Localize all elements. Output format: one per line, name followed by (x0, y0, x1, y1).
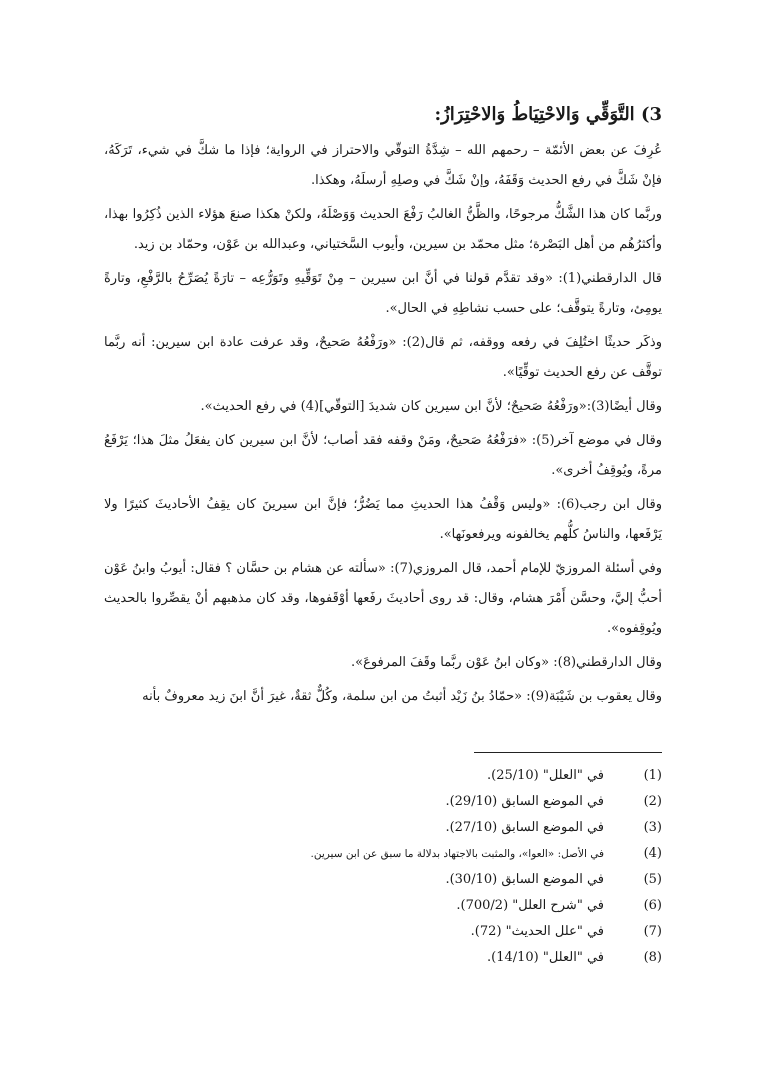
paragraph-5: وقال أيضًا(3):«ورَفْعُهُ صَحيحٌ؛ لأنَّ ابن سيرين كان شديدَ [التوقّي](4) في رفع الحديث». (200, 399, 662, 414)
footnote-text: في الموضع السابق (27/10). (445, 820, 604, 835)
footnote-text: في الموضع السابق (30/10). (445, 872, 604, 887)
paragraph-9: وقال الدارقطني(8): «وكان ابنُ عَوْن ربَّما وقَفَ المرفوعَ». (351, 655, 662, 670)
footnote-text: في "العلل" (14/10). (486, 950, 604, 965)
footnote-text: في الأصل: «العوا»، والمثبت بالاجتهاد بدلالة ما سبق عن ابن سيرين. (310, 848, 604, 860)
footnote-text: في "العلل" (25/10). (486, 768, 604, 783)
footnote-number: (2) (643, 794, 662, 809)
footnote-number: (7) (643, 924, 662, 939)
footnote-number: (8) (643, 950, 662, 965)
paragraph-3: قال الدارقطني(1): «وقد تقدَّم قولنا في أنَّ ابن سيرين – مِنْ تَوَقِّيهِ وتَوَرُّعِه – تارَةً يُصَرِّحُ بالرَّفْعِ، وتارةً يومِئ، وتارةً يتوقَّف؛ على حسب نشاطِهِ في الحال». (104, 271, 663, 316)
footnote-number: (1) (643, 768, 662, 783)
paragraph-7: وقال ابن رجب(6): «وليس وَقْفُ هذا الحديثِ مما يَضُرُّ؛ فإنَّ ابن سيرينَ كان يقِفُ الأحاديثَ كثيرًا ولا يَرْفَعها، والناسُ كلُّهم يخالفونه ويرفعونَها». (104, 497, 662, 542)
footnote-item (104, 945, 662, 971)
footnote-number: (4) (643, 846, 662, 861)
footnotes (104, 752, 662, 971)
paragraph-6: وقال في موضع آخر(5): «فرَفْعُهُ صَحيحٌ، ومَنْ وقفه فقد أصاب؛ لأنَّ ابن سيرين كان يفعَلُ مثلَ هذا؛ يَرْفَعُ مرةً، ويُوقِفُ أخرى». (104, 433, 662, 478)
footnote-number: (3) (643, 820, 662, 835)
footnote-divider (474, 752, 662, 753)
page-body (104, 100, 662, 716)
paragraph-8: وفي أسئلة المروزيّ للإمام أحمد، قال المروزي(7): «سألته عن هشام بن حسَّان ؟ فقال: أيوبُ وابنُ عَوْن أحبُّ إليَّ، وحسَّن أَمْرَ هشام، وقال: قد روى أحاديثَ رفَعها أوْقَفوها، وقد كان مذهبهم أنْ يقصِّروا بالحديث ويُوقِفوه». (104, 561, 662, 636)
paragraph-4: وذكَر حديثًا اختُلِفَ في رفعه ووقفه، ثم قال(2): «ورَفْعُهُ صَحيحٌ، وقد عرفت عادة ابن سيرين: أنه ربَّما توقَّف عن رفع الحديث توقِّيًا». (104, 335, 663, 380)
footnote-item (104, 789, 662, 815)
footnote-number: (5) (643, 872, 662, 887)
paragraph-1: عُرِفَ عن بعض الأئمّة – رحمهم الله – شِدَّةُ التوقّي والاحتراز في الرواية؛ فإذا ما شكَّ في شيء، تَرَكَهُ، فإنْ شَكَّ في رفع الحديث وَقَفَهُ، وإنْ شَكَّ في وصلِهِ أرسلَهُ، وهكذا. (104, 143, 662, 188)
footnote-item (104, 763, 662, 789)
footnote-text: في "شرح العلل" (700/2). (456, 898, 604, 913)
footnote-item (104, 815, 662, 841)
footnote-item (104, 893, 662, 919)
section-heading: 3) التَّوَقِّي وَالاحْتِيَاطُ وَالاحْتِرَازُ: (434, 104, 662, 125)
footnote-item (104, 919, 662, 945)
footnote-number: (6) (643, 898, 662, 913)
footnote-text: في "علل الحديث" (72). (470, 924, 604, 939)
paragraph-10: وقال يعقوب بن شَيْبَة(9): «حمّادُ بنُ زَيْد أثبتُ من ابن سلمة، وكُلٌّ ثقةٌ، غيرَ أنَّ ابنَ زيد معروفٌ بأنه (142, 689, 662, 704)
footnote-item (104, 841, 662, 867)
footnote-text: في الموضع السابق (29/10). (445, 794, 604, 809)
paragraph-2: وربَّما كان هذا الشَّكُّ مرجوحًا، والظَّنُّ الغالبُ رَفْعَ الحديث وَوَصْلَهُ، ولكنْ هكذا صنعَ هؤلاء الذين ذُكِرُوا بهذا، وأكثرُهُم من أهل البَصْرة؛ مثل محمّد بن سيرين، وأيوب السَّختياني، وعبدالله بن عَوْن، وحمّاد بن زيد. (104, 207, 662, 252)
footnote-item (104, 867, 662, 893)
